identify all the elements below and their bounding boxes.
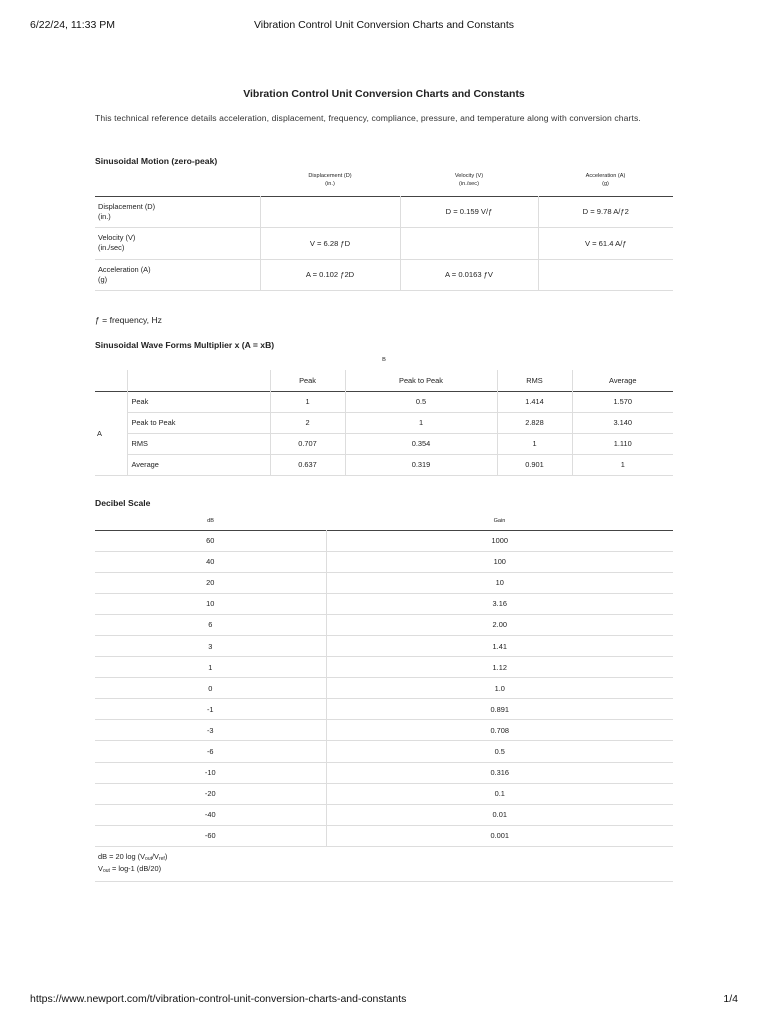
table-row: [95, 741, 673, 762]
table-cell: 1: [270, 391, 345, 412]
table-row: [95, 614, 673, 635]
table-row: [95, 259, 673, 291]
table-row: [95, 762, 673, 783]
table-header-row: [95, 370, 673, 391]
table-cell: A = 0.102 ƒ2D: [260, 259, 400, 291]
table-cell: -10: [204, 768, 216, 778]
table-cell: 3.16: [326, 593, 673, 614]
motion-section-title: Sinusoidal Motion (zero-peak): [95, 156, 218, 166]
row-header: Peak to Peak: [127, 412, 270, 433]
table-cell: 1000: [326, 530, 673, 551]
table-cell: 2: [270, 412, 345, 433]
table-row: [95, 228, 673, 260]
table-cell: 0.5: [326, 741, 673, 762]
frequency-note: ƒ = frequency, Hz: [95, 315, 162, 325]
table-cell: -60: [204, 831, 216, 841]
table-row: [95, 593, 673, 614]
table-cell: 1.570: [572, 391, 673, 412]
table-cell: -20: [204, 789, 216, 799]
table-cell: 0.1: [326, 783, 673, 804]
a-axis-label: A: [97, 428, 102, 438]
column-header: dB: [207, 517, 214, 524]
row-header: Displacement (D) (in.): [98, 201, 156, 221]
print-header: [30, 19, 738, 33]
table-cell: -40: [204, 810, 216, 820]
row-header: Acceleration (A) (g): [98, 264, 151, 284]
table-cell: 1.12: [326, 657, 673, 678]
table-row: [95, 551, 673, 572]
table-cell: D = 0.159 V/ƒ: [400, 196, 538, 228]
table-row: [95, 825, 673, 846]
table-cell: 0.319: [345, 454, 497, 475]
table-row: [95, 454, 673, 475]
table-cell: D = 9.78 A/ƒ2: [538, 196, 673, 228]
table-cell: 1: [345, 412, 497, 433]
table-cell: 6: [208, 620, 213, 630]
table-cell: [260, 196, 400, 228]
table-cell: 0.354: [345, 433, 497, 454]
table-cell: 1: [572, 454, 673, 475]
table-cell: 1.0: [326, 678, 673, 699]
table-cell: 0.637: [270, 454, 345, 475]
column-header: Velocity (V) (in./sec): [454, 173, 484, 187]
table-row: [95, 433, 673, 454]
column-header: Gain: [493, 517, 506, 524]
column-header: Average: [572, 370, 673, 391]
table-cell: 3: [208, 641, 213, 651]
table-row: [95, 657, 673, 678]
table-row: [95, 720, 673, 741]
row-header: Peak: [127, 391, 270, 412]
print-date: 6/22/24, 11:33 PM: [30, 19, 116, 31]
table-cell: 1: [497, 433, 572, 454]
page-number: 1/4: [723, 993, 738, 1005]
table-row: [95, 699, 673, 720]
page-url: https://www.newport.com/t/vibration-control-unit-conversion-charts-and-constants: [30, 993, 407, 1005]
table-cell: 10: [206, 599, 215, 609]
table-cell: [538, 259, 673, 291]
table-row: [95, 804, 673, 825]
table-cell: 2.828: [497, 412, 572, 433]
page-title: Vibration Control Unit Conversion Charts and Constants: [243, 88, 525, 100]
table-cell: 10: [326, 572, 673, 593]
b-axis-label: B: [382, 357, 386, 363]
table-cell: 40: [206, 557, 215, 567]
table-cell: -6: [206, 746, 214, 756]
table-cell: 100: [326, 551, 673, 572]
column-header: Peak to Peak: [345, 370, 497, 391]
table-header-row: [95, 172, 673, 196]
table-cell: 0.001: [326, 825, 673, 846]
table-row: [95, 391, 673, 412]
table-cell: 0.891: [326, 699, 673, 720]
decibel-table-body: [95, 530, 673, 846]
column-header: Acceleration (A) (g): [585, 173, 626, 187]
table-row: [95, 783, 673, 804]
table-cell: V = 61.4 A/ƒ: [538, 228, 673, 260]
table-cell: 1.110: [572, 433, 673, 454]
table-cell: 0.5: [345, 391, 497, 412]
table-cell: 1: [208, 662, 213, 672]
table-cell: -3: [206, 725, 214, 735]
wave-forms-table: [95, 370, 673, 476]
table-cell: 3.140: [572, 412, 673, 433]
intro-paragraph: This technical reference details acceleration, displacement, frequency, compliance, pressure, and temperature along with conversion charts.: [95, 113, 641, 123]
table-row: [95, 572, 673, 593]
column-header: Peak: [270, 370, 345, 391]
formula-row: [95, 846, 673, 881]
row-header: RMS: [127, 433, 270, 454]
table-cell: 0: [208, 683, 213, 693]
table-row: [95, 678, 673, 699]
table-cell: -1: [206, 704, 214, 714]
sinusoidal-motion-table: [95, 172, 673, 291]
table-row: [95, 530, 673, 551]
table-cell: 0.316: [326, 762, 673, 783]
row-header: Average: [127, 454, 270, 475]
table-cell: 0.708: [326, 720, 673, 741]
column-header: Displacement (D) (in.): [308, 173, 352, 187]
table-cell: 0.01: [326, 804, 673, 825]
table-cell: 0.707: [270, 433, 345, 454]
table-cell: 20: [206, 578, 215, 588]
table-cell: V = 6.28 ƒD: [260, 228, 400, 260]
formula-cell: dB = 20 $\log (V_{out}/V_{ref})$ $V_{out} = \log-1$ (dB/20): [95, 846, 673, 881]
table-row: [95, 635, 673, 656]
table-row: [95, 412, 673, 433]
decibel-scale-table: [95, 512, 673, 882]
table-row: [95, 196, 673, 228]
table-cell: 1.414: [497, 391, 572, 412]
table-cell: [400, 228, 538, 260]
print-footer: [30, 993, 738, 1007]
decibel-section-title: Decibel Scale: [95, 498, 151, 508]
table-cell: 0.901: [497, 454, 572, 475]
column-header: RMS: [497, 370, 572, 391]
row-header: Velocity (V) (in./sec): [98, 233, 136, 253]
table-header-row: [95, 512, 673, 530]
print-header-title: Vibration Control Unit Conversion Charts and Constants: [253, 19, 515, 31]
table-cell: 1.41: [326, 635, 673, 656]
table-cell: 2.00: [326, 614, 673, 635]
table-cell: A = 0.0163 ƒV: [400, 259, 538, 291]
table-cell: 60: [206, 536, 215, 546]
wave-section-title: Sinusoidal Wave Forms Multiplier x (A = xB): [95, 340, 275, 350]
